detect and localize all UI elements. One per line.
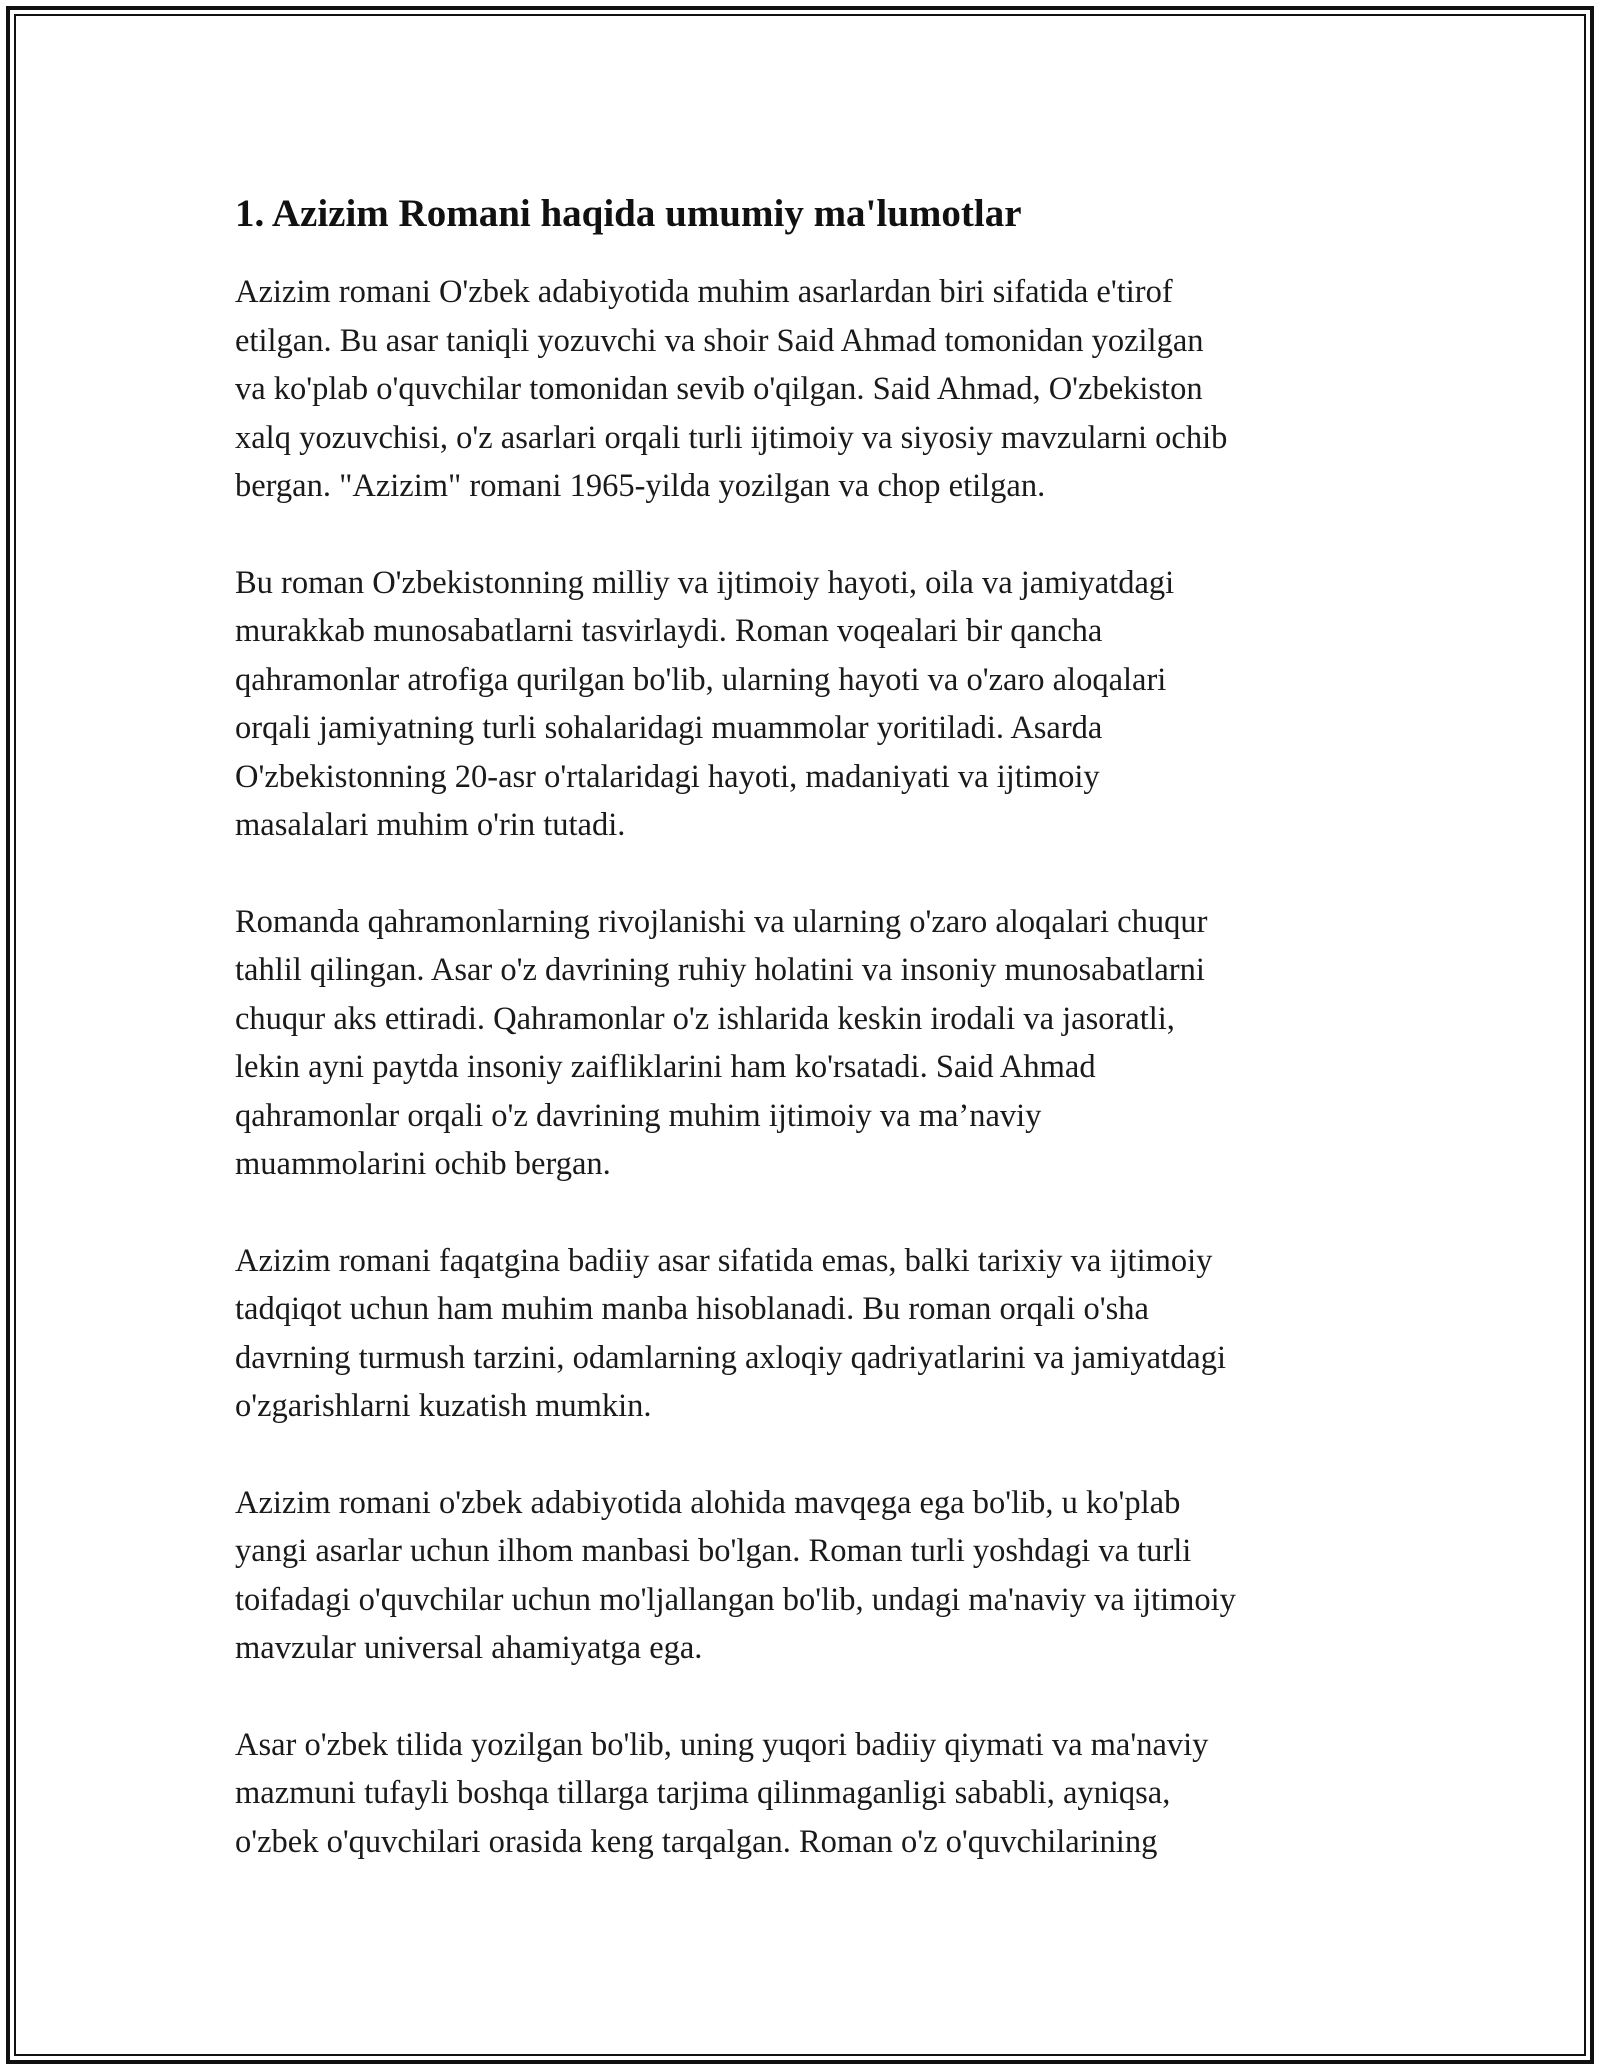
paragraph-5	[235, 1479, 1375, 1673]
paragraph-2	[235, 559, 1375, 850]
paragraph-line: murakkab munosabatlarni tasvirlaydi. Roman voqealari bir qancha	[235, 613, 1103, 649]
paragraph-line: muammolarini ochib bergan.	[235, 1146, 611, 1182]
paragraph-line: O'zbekistonning 20-asr o'rtalaridagi hayoti, madaniyati va ijtimoiy	[235, 758, 1100, 795]
paragraph-line: Asar o'zbek tilida yozilgan bo'lib, uning yuqori badiiy qiymati va ma'naviy	[235, 1726, 1209, 1763]
paragraph-line: masalalari muhim o'rin tutadi.	[235, 807, 626, 843]
paragraph-line: bergan. "Azizim" romani 1965-yilda yozilgan va chop etilgan.	[235, 468, 1046, 504]
paragraph-line: etilgan. Bu asar taniqli yozuvchi va shoir Said Ahmad tomonidan yozilgan	[235, 322, 1204, 359]
paragraph-line: davrning turmush tarzini, odamlarning axloqiy qadriyatlarini va jamiyatdagi	[235, 1339, 1226, 1376]
paragraph-line: chuqur aks ettiradi. Qahramonlar o'z ishlarida keskin irodali va jasoratli,	[235, 1000, 1175, 1037]
paragraph-line: mazmuni tufayli boshqa tillarga tarjima qilinmaganligi sababli, ayniqsa,	[235, 1775, 1171, 1811]
paragraph-3	[235, 898, 1375, 1189]
paragraph-line: mavzular universal ahamiyatga ega.	[235, 1630, 703, 1666]
paragraph-line: o'zgarishlarni kuzatish mumkin.	[235, 1388, 652, 1424]
paragraph-line: tahlil qilingan. Asar o'z davrining ruhiy holatini va insoniy munosabatlarni	[235, 952, 1205, 988]
paragraph-line: tadqiqot uchun ham muhim manba hisoblanadi. Bu roman orqali o'sha	[235, 1291, 1149, 1327]
paragraph-line: qahramonlar orqali o'z davrining muhim ijtimoiy va ma’naviy	[235, 1097, 1042, 1134]
paragraph-line: lekin ayni paytda insoniy zaifliklarini ham ko'rsatadi. Said Ahmad	[235, 1049, 1096, 1085]
paragraph-line: toifadagi o'quvchilar uchun mo'ljallangan bo'lib, undagi ma'naviy va ijtimoiy	[235, 1581, 1236, 1618]
paragraph-1	[235, 268, 1375, 511]
paragraph-line: Bu roman O'zbekistonning milliy va ijtimoiy hayoti, oila va jamiyatdagi	[235, 564, 1175, 601]
paragraph-line: qahramonlar atrofiga qurilgan bo'lib, ularning hayoti va o'zaro aloqalari	[235, 661, 1167, 698]
paragraph-6	[235, 1721, 1375, 1867]
paragraph-line: va ko'plab o'quvchilar tomonidan sevib o'qilgan. Said Ahmad, O'zbekiston	[235, 371, 1203, 407]
paragraph-line: o'zbek o'quvchilari orasida keng tarqalgan. Roman o'z o'quvchilarining	[235, 1823, 1158, 1860]
paragraph-line: Azizim romani o'zbek adabiyotida alohida mavqega ega bo'lib, u ko'plab	[235, 1484, 1181, 1521]
section-heading: 1. Azizim Romani haqida umumiy ma'lumotlar	[235, 192, 1022, 235]
paragraph-4	[235, 1237, 1375, 1431]
paragraph-line: Romanda qahramonlarning rivojlanishi va ularning o'zaro aloqalari chuqur	[235, 903, 1208, 940]
paragraph-line: yangi asarlar uchun ilhom manbasi bo'lgan. Roman turli yoshdagi va turli	[235, 1533, 1192, 1569]
paragraph-line: Azizim romani faqatgina badiiy asar sifatida emas, balki tarixiy va ijtimoiy	[235, 1242, 1213, 1279]
document-page	[235, 186, 1375, 1866]
paragraph-line: xalq yozuvchisi, o'z asarlari orqali turli ijtimoiy va siyosiy mavzularni ochib	[235, 419, 1228, 456]
paragraph-line: orqali jamiyatning turli sohalaridagi muammolar yoritiladi. Asarda	[235, 710, 1103, 746]
paragraph-line: Azizim romani O'zbek adabiyotida muhim asarlardan biri sifatida e'tirof	[235, 274, 1173, 310]
